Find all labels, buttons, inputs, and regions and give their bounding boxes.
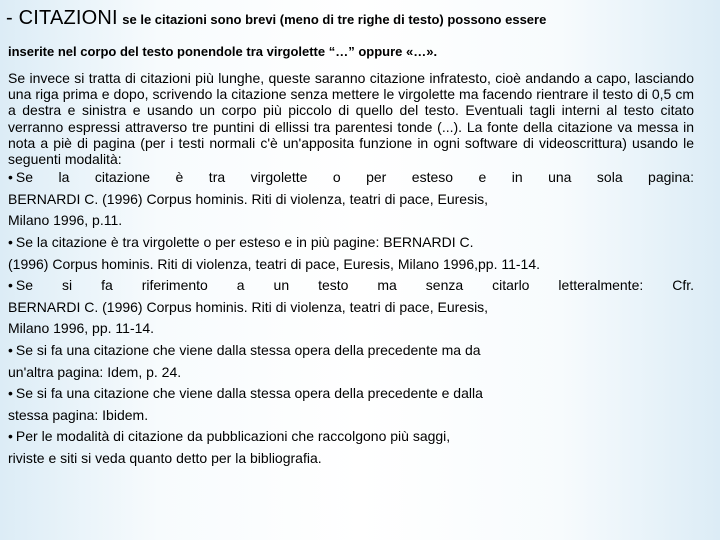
list-item-line: • Se si fa una citazione che viene dalla stessa opera della precedente ma da bbox=[8, 341, 481, 358]
bullet-icon: • bbox=[8, 234, 13, 250]
list-item-idem bbox=[8, 340, 694, 383]
list-item-single-page bbox=[8, 167, 694, 232]
list-item-line: • Se si fa una citazione che viene dalla stessa opera della precedente e dalla bbox=[8, 385, 483, 402]
list-item-line: Milano 1996, pp. 11-14. bbox=[8, 320, 155, 337]
slide-body bbox=[8, 70, 694, 470]
heading-lead-text: se le citazioni sono brevi (meno di tre righe di testo) possono essere bbox=[122, 12, 547, 27]
list-item-line: BERNARDI C. (1996) Corpus hominis. Riti di violenza, teatri di pace, Euresis, bbox=[8, 298, 489, 315]
list-item-line: BERNARDI C. (1996) Corpus hominis. Riti di violenza, teatri di pace, Euresis, bbox=[8, 190, 489, 207]
bullet-icon: • bbox=[8, 385, 13, 402]
list-item-line: riviste e siti si veda quanto detto per la bibliografia. bbox=[8, 449, 322, 466]
list-item-line: stessa pagina: Ibidem. bbox=[8, 406, 149, 423]
heading-continuation: inserite nel corpo del testo ponendole tra virgolette “…” oppure «…». bbox=[8, 44, 438, 59]
citation-rules-list bbox=[8, 167, 694, 469]
list-item-line: • Se si fa riferimento a un testo ma senza citarlo letteralmente: Cfr. bbox=[8, 277, 694, 294]
slide-heading bbox=[6, 6, 714, 32]
list-item-ibidem bbox=[8, 383, 694, 426]
list-item-line: (1996) Corpus hominis. Riti di violenza, teatri di pace, Euresis, Milano 1996,pp. 11-14. bbox=[8, 255, 541, 272]
bullet-icon: • bbox=[8, 341, 13, 358]
bullet-icon: • bbox=[8, 169, 13, 186]
list-item-line: • Se la citazione è tra virgolette o per esteso e in più pagine: BERNARDI C. bbox=[8, 234, 474, 250]
list-item-line: Milano 1996, p.11. bbox=[8, 212, 123, 229]
list-item-line: • Se la citazione è tra virgolette o per esteso e in una sola pagina: bbox=[8, 169, 694, 186]
list-item-collections bbox=[8, 426, 694, 469]
list-item-line: • Per le modalità di citazione da pubblicazioni che raccolgono più saggi, bbox=[8, 428, 451, 445]
list-item-reference bbox=[8, 275, 694, 340]
bullet-icon: • bbox=[8, 428, 13, 445]
slide-title: - CITAZIONI bbox=[6, 7, 118, 29]
list-item-line: un'altra pagina: Idem, p. 24. bbox=[8, 363, 182, 380]
list-item-multi-page bbox=[8, 232, 694, 275]
intro-paragraph: Se invece si tratta di citazioni più lunghe, queste saranno citazione infratesto, cioè andando a capo, lasciando una riga prima e dopo, scrivendo la citazione senza mettere le virgolette ma facendo rientrare il testo di 0,5 cm a destra e sinistra e usando un corpo più piccolo di quello del testo. Eventuali tagli interni al testo citato verranno espressi attraverso tre puntini di ellissi tra parentesi tonde (...). La fonte della citazione va messa in nota a piè di pagina (per i testi normali c'è un'apposita funzione in ogni software di videoscrittura) usando le seguenti modalità: bbox=[8, 70, 694, 168]
bullet-icon: • bbox=[8, 277, 13, 294]
